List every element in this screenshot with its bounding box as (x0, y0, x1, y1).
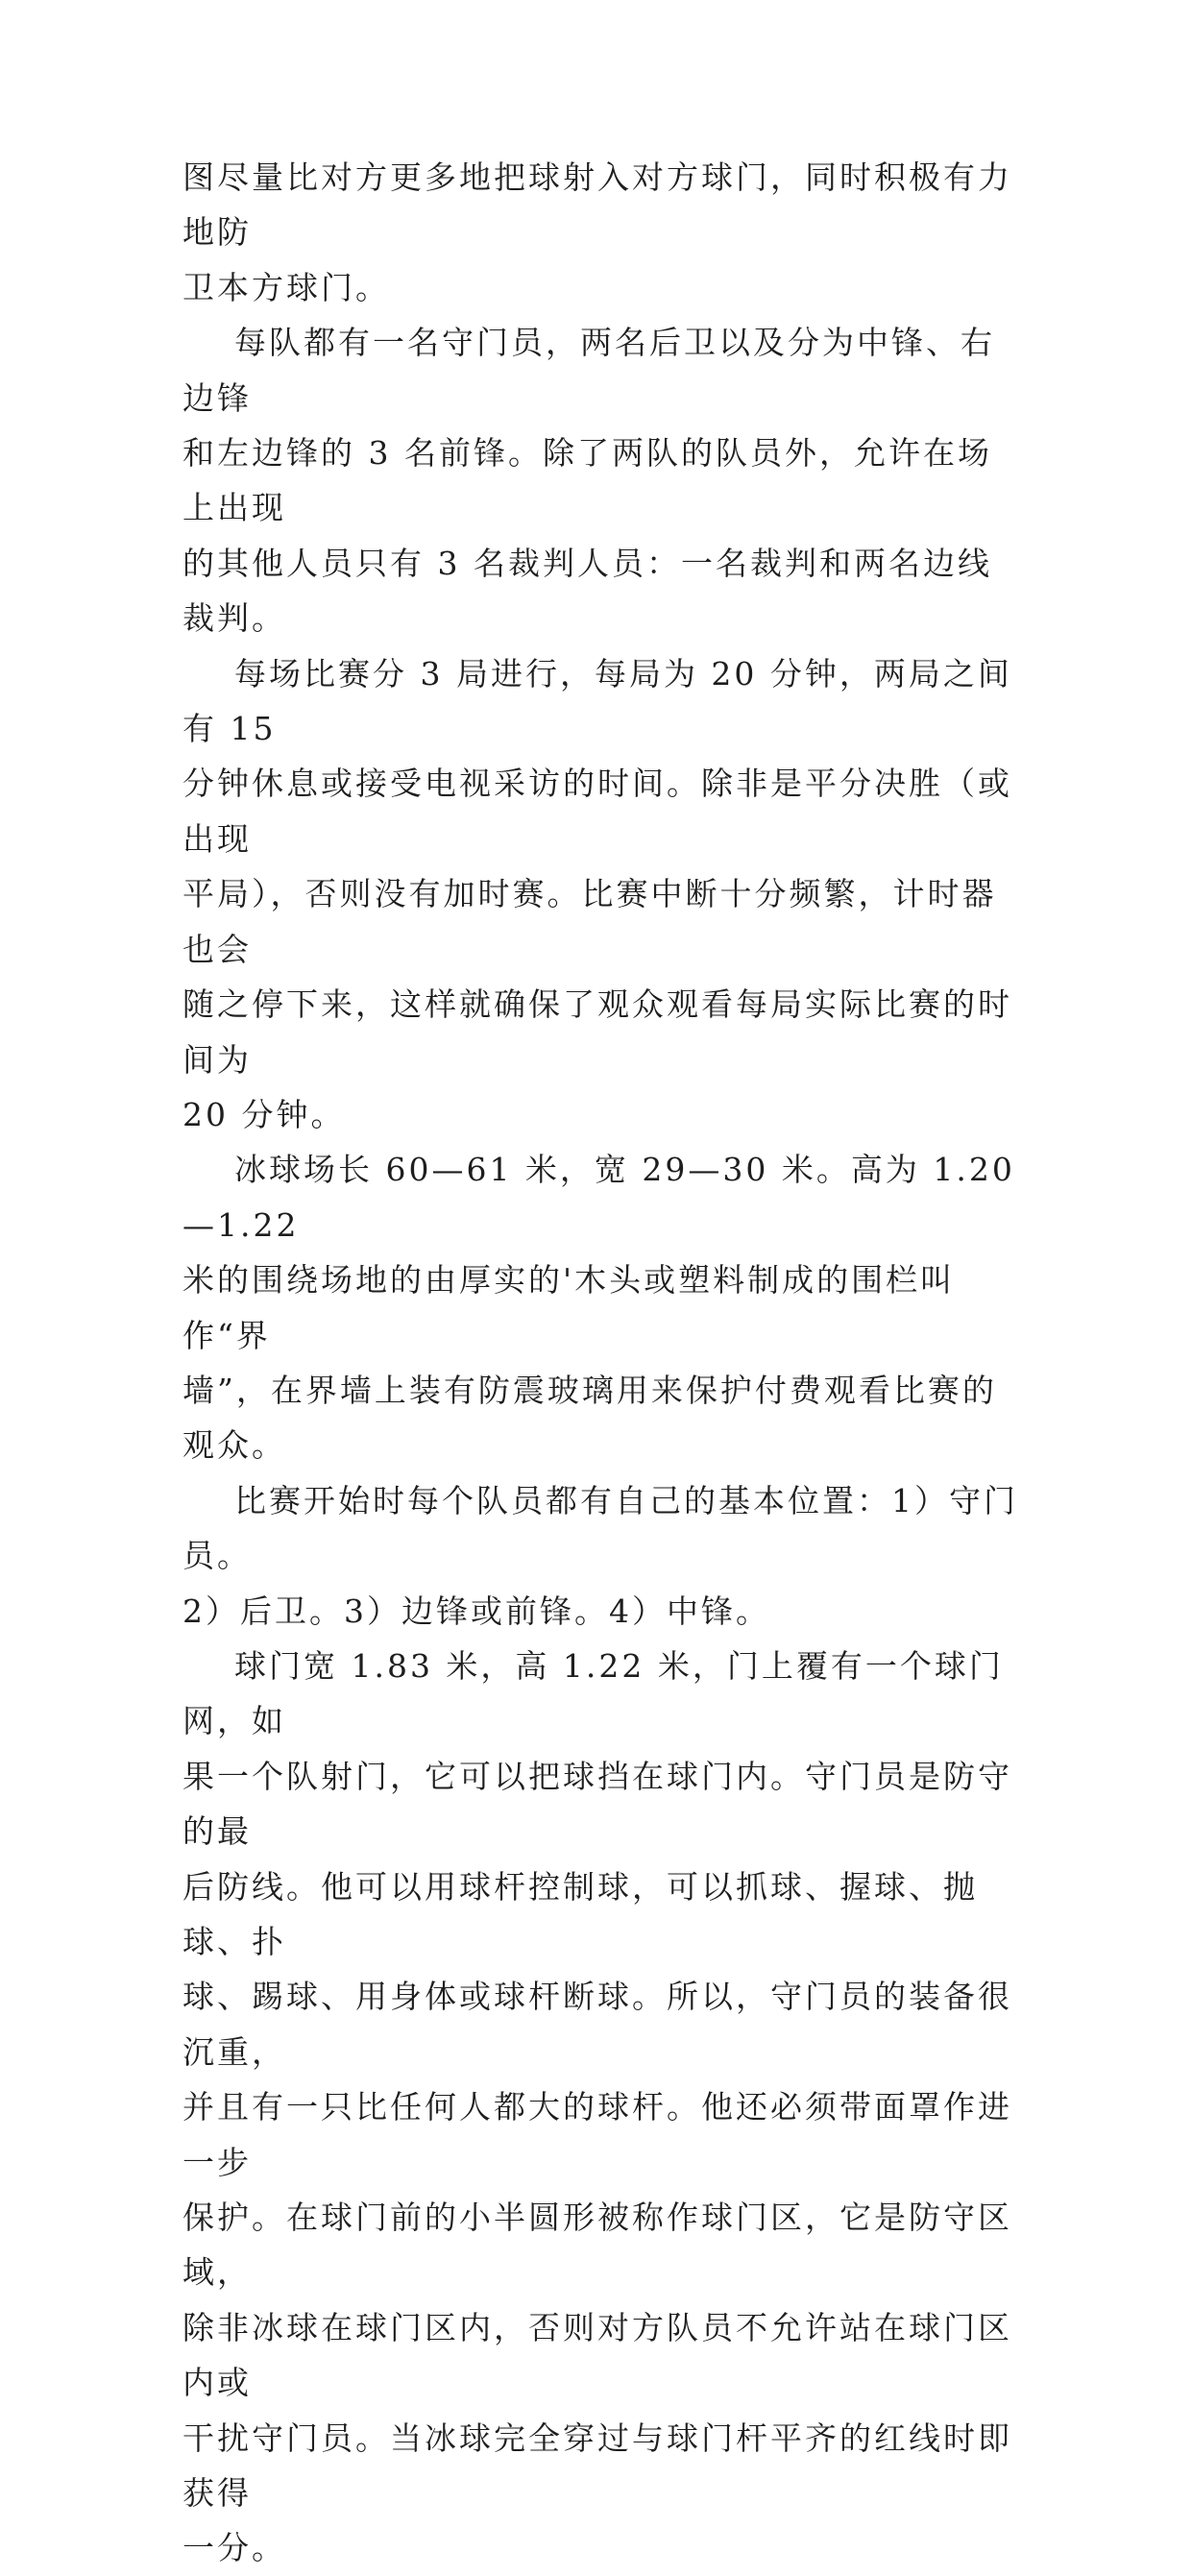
text-line: 干扰守门员。当冰球完全穿过与球门杆平齐的红线时即获得 (182, 2418, 1012, 2513)
paragraph-team-composition (182, 315, 1018, 645)
text-line: 球门宽 1.83 米，高 1.22 米，门上覆有一个球门网，如 (182, 1646, 1004, 1740)
paragraph-goal-and-goalie (182, 1639, 1018, 2576)
text-line: 2）后卫。3）边锋或前锋。4）中锋。 (182, 1592, 770, 1630)
text-line: 20 分钟。 (182, 1095, 346, 1133)
text-line: 随之停下来，这样就确保了观众观看每局实际比赛的时间为 (182, 985, 1012, 1079)
paragraph-goal-objective (182, 150, 1018, 315)
text-line: 分钟休息或接受电视采访的时间。除非是平分决胜（或出现 (182, 765, 1012, 858)
document-body (182, 150, 1018, 2576)
text-line: 墙”，在界墙上装有防震玻璃用来保护付费观看比赛的观众。 (182, 1371, 997, 1465)
text-line: 冰球场长 60—61 米，宽 29—30 米。高为 1.20—1.22 (182, 1151, 1015, 1244)
text-line: 平局），否则没有加时赛。比赛中断十分频繁，计时器也会 (182, 875, 997, 968)
text-line: 后防线。他可以用球杆控制球，可以抓球、握球、抛球、扑 (182, 1867, 978, 1960)
text-line: 的其他人员只有 3 名裁判人员：一名裁判和两名边线裁判。 (182, 544, 992, 638)
paragraph-player-positions (182, 1473, 1018, 1639)
text-line: 米的围绕场地的由厚实的'木头或塑料制成的围栏叫作“界 (182, 1261, 956, 1354)
text-line: 和左边锋的 3 名前锋。除了两队的队员外，允许在场上出现 (182, 434, 992, 527)
text-line: 卫本方球门。 (182, 268, 390, 306)
text-line: 每队都有一名守门员，两名后卫以及分为中锋、右边锋 (182, 324, 995, 417)
paragraph-rink-dimensions (182, 1142, 1018, 1472)
text-line: 每场比赛分 3 局进行，每局为 20 分钟，两局之间有 15 (182, 654, 1012, 748)
text-line: 并且有一只比任何人都大的球杆。他还必须带面罩作进一步 (182, 2088, 1012, 2181)
paragraph-match-periods (182, 646, 1018, 1143)
text-line: 保护。在球门前的小半圆形被称作球门区，它是防守区域， (182, 2199, 1012, 2292)
text-line: 比赛开始时每个队员都有自己的基本位置：1）守门员。 (182, 1481, 1018, 1575)
text-line: 球、踢球、用身体或球杆断球。所以，守门员的装备很沉重， (182, 1978, 1012, 2071)
text-line: 一分。 (182, 2529, 286, 2567)
text-line: 果一个队射门，它可以把球挡在球门内。守门员是防守的最 (182, 1757, 1012, 1851)
text-line: 除非冰球在球门区内，否则对方队员不允许站在球门区内或 (182, 2308, 1012, 2402)
text-line: 图尽量比对方更多地把球射入对方球门，同时积极有力地防 (182, 158, 1012, 252)
